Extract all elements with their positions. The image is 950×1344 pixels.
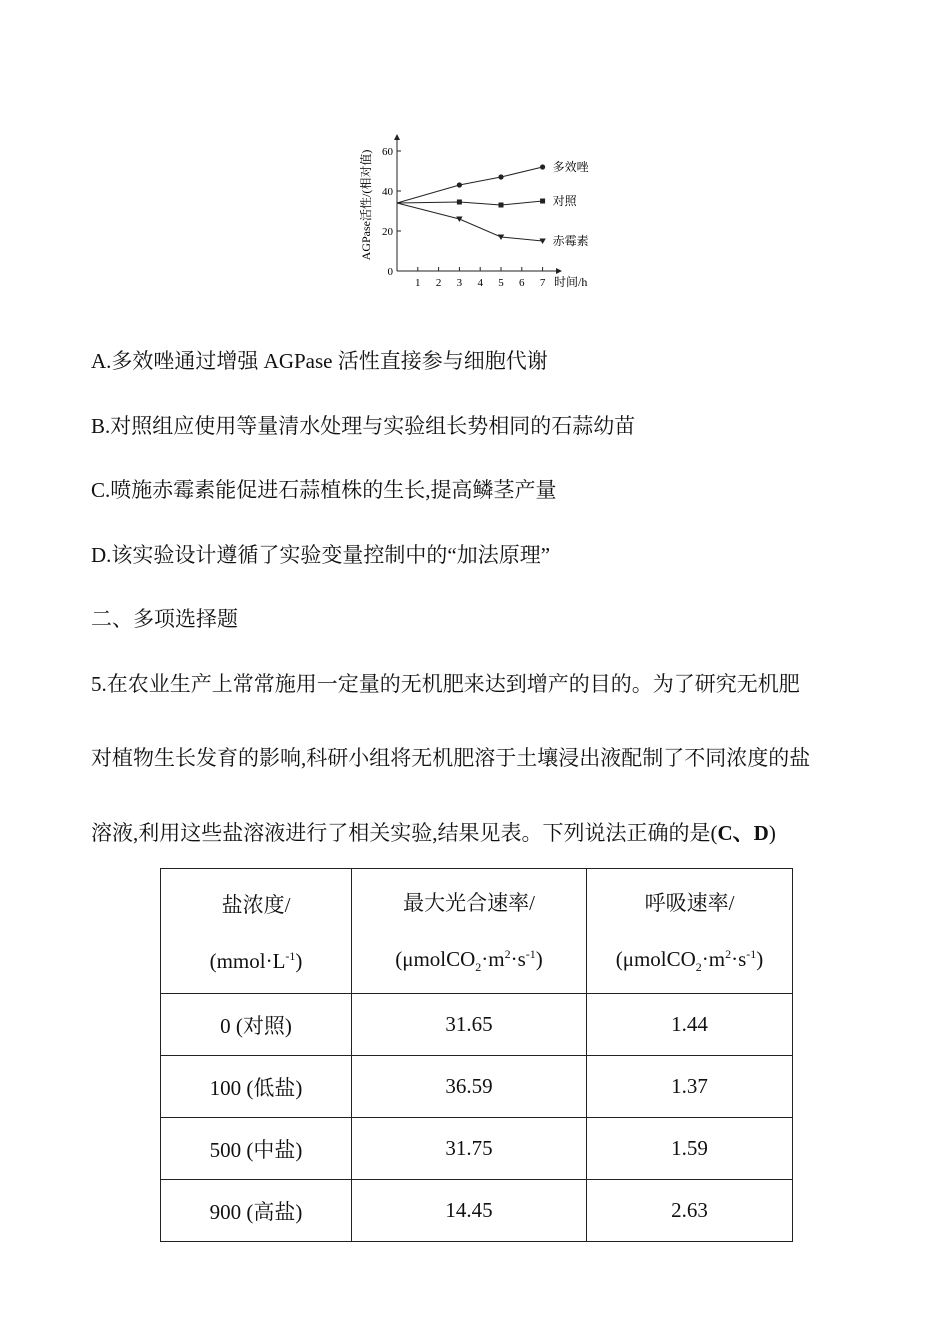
table-cell: 1.44 (587, 994, 793, 1056)
header-label: 呼吸速率/ (644, 890, 735, 915)
series-line (397, 203, 543, 241)
header-max-photosynthesis (352, 869, 587, 994)
chart-axes (382, 134, 562, 289)
table-cell: 14.45 (352, 1180, 587, 1242)
x-tick-label: 1 (415, 277, 421, 289)
chart-series (397, 160, 590, 248)
data-point (540, 164, 545, 169)
table-row (161, 994, 793, 1056)
header-unit: $(mmol\cdot L^{-1})$ (209, 948, 303, 973)
series-label: 多效唑 (552, 160, 589, 174)
x-tick-label: 5 (498, 277, 504, 289)
x-tick-label: 3 (456, 277, 463, 289)
answer: C、D (717, 821, 769, 845)
table-cell: 100 (低盐) (161, 1056, 352, 1118)
header-label: 最大光合速率/ (403, 890, 535, 915)
x-tick-label: 7 (539, 277, 546, 289)
series-label: 赤霉素 (552, 234, 589, 248)
table-header-row (161, 869, 793, 994)
header-unit: $(\mu molCO_2\cdot m^2\cdot s^{-1})$ (615, 946, 764, 975)
series-line (397, 167, 543, 203)
data-point (540, 199, 545, 204)
table-cell: 31.65 (352, 994, 587, 1056)
header-respiration (587, 869, 793, 994)
x-tick-label: 4 (477, 277, 483, 289)
y-tick-label: 0 (387, 266, 393, 278)
table-cell: 1.37 (587, 1056, 793, 1118)
x-axis-arrow (556, 268, 562, 274)
question-5-line-2: 对植物生长发育的影响,科研小组将无机肥溶于土壤浸出液配制了不同浓度的盐 (91, 746, 811, 770)
table-cell: 36.59 (352, 1056, 587, 1118)
header-label: 盐浓度/ (221, 892, 291, 917)
table-row (161, 1056, 793, 1118)
data-point (457, 200, 462, 205)
y-tick-label: 60 (382, 146, 393, 158)
table-cell: 0 (对照) (161, 994, 352, 1056)
y-axis-arrow (394, 134, 400, 140)
option-c: C.喷施赤霉素能促进石蒜植株的生长,提高鳞茎产量 (91, 478, 557, 502)
data-point (456, 217, 462, 223)
series-line (397, 201, 543, 205)
salt-concentration-table (160, 868, 793, 1242)
question-5-line-3-text: 溶液,利用这些盐溶液进行了相关实验,结果见表。下列说法正确的是( (91, 821, 718, 845)
question-5-line-3-end: ) (768, 821, 776, 845)
series-label: 对照 (552, 194, 577, 208)
data-point (499, 203, 504, 208)
header-unit: $(\mu molCO_2\cdot m^2\cdot s^{-1})$ (395, 946, 543, 975)
x-tick-label: 2 (435, 277, 442, 289)
data-point (457, 182, 462, 187)
x-tick-label: 6 (519, 277, 525, 289)
table-cell: 1.59 (587, 1118, 793, 1180)
table-cell: 2.63 (587, 1180, 793, 1242)
table-row (161, 1118, 793, 1180)
option-b: B.对照组应使用等量清水处理与实验组长势相同的石蒜幼苗 (91, 414, 636, 438)
table-row (161, 1180, 793, 1242)
option-a: A.多效唑通过增强 AGPase 活性直接参与细胞代谢 (91, 349, 548, 373)
chart-ylabel: AGPase活性/(相对值) (359, 149, 373, 261)
option-d: D.该实验设计遵循了实验变量控制中的“加法原理” (91, 543, 551, 567)
y-tick-label: 20 (382, 226, 393, 238)
question-5-line-3 (91, 817, 776, 847)
table-cell: 500 (中盐) (161, 1118, 352, 1180)
header-salt-concentration (161, 869, 352, 994)
table-cell: 31.75 (352, 1118, 587, 1180)
y-tick-label: 40 (382, 186, 393, 198)
data-point (498, 174, 503, 179)
section-title: 二、多项选择题 (91, 607, 238, 631)
question-5-line-1: 5.在农业生产上常常施用一定量的无机肥来达到增产的目的。为了研究无机肥 (91, 672, 800, 696)
agpase-line-chart (340, 125, 610, 295)
table-cell: 900 (高盐) (161, 1180, 352, 1242)
chart-xlabel: 时间/h (554, 275, 588, 289)
